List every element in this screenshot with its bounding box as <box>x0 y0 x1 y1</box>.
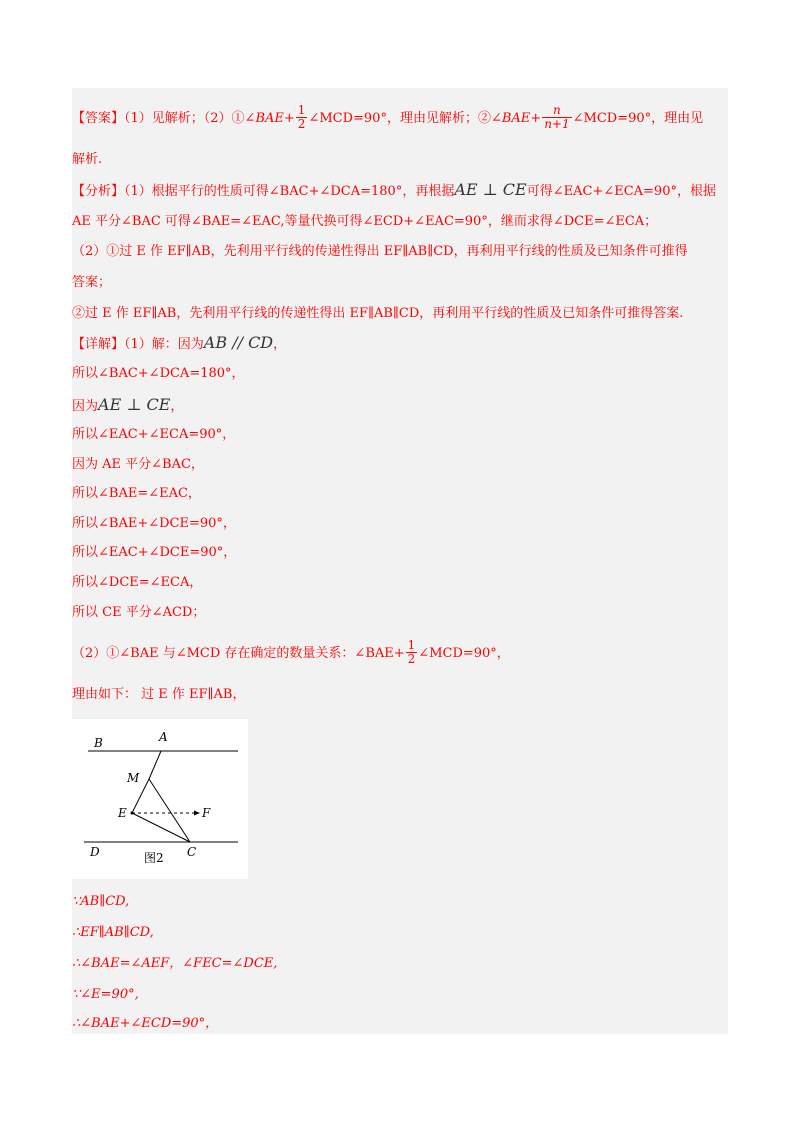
detail-line-3: 因为AE ⊥ CE， <box>72 395 184 414</box>
detail-line-7: 所以∠BAE+∠DCE=90°， <box>72 516 236 531</box>
fraction-one-half: $\frac{1}{2}$ <box>297 103 306 131</box>
proof-line-1: ∵AB∥CD, <box>72 894 130 909</box>
segment-AM <box>149 751 161 779</box>
label-D: D <box>90 845 100 859</box>
point-E <box>131 812 134 815</box>
label-M: M <box>127 771 140 785</box>
answer-line-1: 【答案】（1）见解析；（2）①∠BAE+ $\frac{1}{2}$ ∠MCD=90°，理由见解析；②∠BAE+ $\frac{n}{n+1}$ ∠MCD=90°，理由见 <box>72 103 704 131</box>
detail-line-2: 所以∠BAC+∠DCA=180°， <box>72 366 245 381</box>
figure-caption: 图2 <box>144 851 164 865</box>
analysis-line-5: ②过 E 作 EF∥AB，先利用平行线的传递性得出 EF∥AB∥CD，再利用平行线的性质及已知条件可推得答案. <box>72 306 684 321</box>
detail-line-4: 所以∠EAC+∠ECA=90°， <box>72 427 236 442</box>
analysis-label: 【分析】 <box>72 184 125 199</box>
analysis-line-4: 答案； <box>72 275 112 290</box>
label-F: F <box>202 806 211 820</box>
detail-line-1: 【详解】（1）解：因为AB // CD， <box>72 333 287 352</box>
detail-line-5: 因为 AE 平分∠BAC， <box>72 457 204 472</box>
detail-line-12: 理由如下： 过 E 作 EF∥AB， <box>72 687 246 702</box>
fraction-one-half-2: $\frac{1}{2}$ <box>407 638 416 666</box>
analysis-line-1: 【分析】（1）根据平行的性质可得∠BAC+∠DCA=180°，再根据AE ⊥ CE可得∠EAC+∠ECA=90°，根据 <box>72 180 716 199</box>
fraction-n-over-n-plus-1: $\frac{n}{n+1}$ <box>544 103 570 131</box>
geometry-figure <box>72 719 248 879</box>
proof-line-3: ∴∠BAE=∠AEF，∠FEC=∠DCE, <box>72 956 278 971</box>
detail-label: 【详解】 <box>72 337 125 352</box>
segment-MC <box>149 779 190 842</box>
detail-line-6: 所以∠BAE=∠EAC， <box>72 486 201 501</box>
proof-line-5: ∴∠BAE+∠ECD=90°， <box>72 1016 219 1031</box>
answer-label: 【答案】 <box>72 111 125 126</box>
detail-line-10: 所以 CE 平分∠ACD； <box>72 605 206 620</box>
analysis-line-2: AE 平分∠BAC 可得∠BAE=∠EAC,等量代换可得∠ECD+∠EAC=90°，继而求得∠DCE=∠ECA； <box>72 214 658 229</box>
arrow-F <box>194 811 200 816</box>
proof-line-2: ∴EF∥AB∥CD, <box>72 925 154 940</box>
detail-line-9: 所以∠DCE=∠ECA， <box>72 575 203 590</box>
label-A: A <box>159 730 168 744</box>
analysis-line-3: （2）①过 E 作 EF∥AB，先利用平行线的传递性得出 EF∥AB∥CD，再利用平行线的性质及已知条件可推得 <box>72 244 688 259</box>
label-C: C <box>187 845 197 859</box>
answer-line-2: 解析. <box>72 152 103 167</box>
label-B: B <box>94 736 103 750</box>
label-E: E <box>118 806 127 820</box>
detail-line-8: 所以∠EAC+∠DCE=90°， <box>72 545 237 560</box>
segment-EC <box>132 813 190 842</box>
proof-line-4: ∵∠E=90°, <box>72 987 139 1002</box>
detail-line-11: （2）①∠BAE 与∠MCD 存在确定的数量关系：∠BAE+ $\frac{1}{2}$ ∠MCD=90°， <box>72 638 510 666</box>
